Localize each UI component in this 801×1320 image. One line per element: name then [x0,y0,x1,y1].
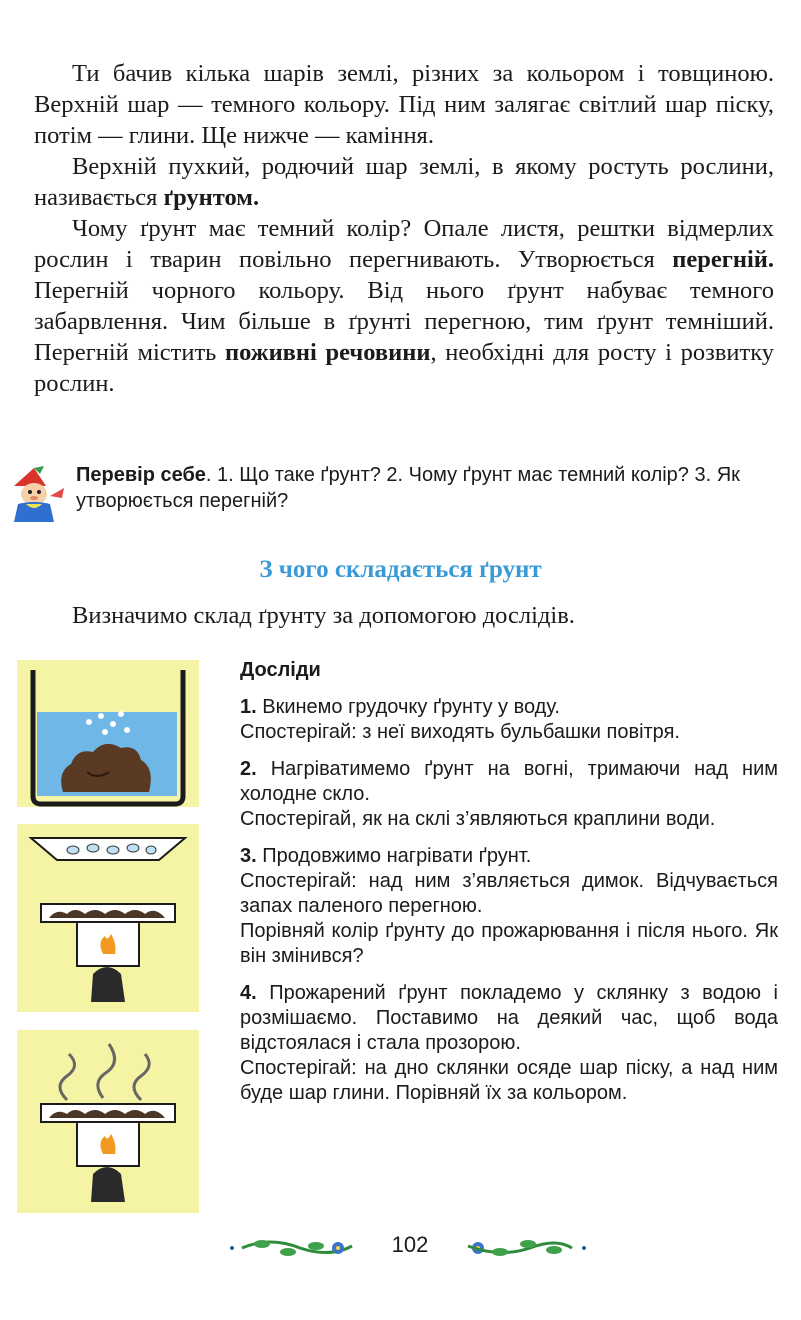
experiment-3-illustration [17,1030,199,1213]
experiment-observation: Спостерігай: на дно склянки осяде шар піску, а над ним буде шар глини. Порівняй їх за кольором. [240,1057,778,1104]
term-soil: ґрунтом. [163,184,260,211]
experiment-text: Продовжимо нагрівати ґрунт. [256,845,532,867]
experiment-observation: Спостерігай: над ним з’являється димок. Відчувається запах паленого перегною. [240,870,778,917]
check-yourself-label: Перевір себе [76,464,206,486]
experiment-number: 1. [240,696,257,718]
text: , необхідні для росту і розвитку рослин. [34,339,775,397]
check-yourself [76,462,776,514]
experiment-2 [240,757,778,832]
experiments-title: Досліди [240,659,321,681]
experiment-number: 2. [240,758,257,780]
soil-in-water-icon [17,660,199,807]
experiment-text: Прожарений ґрунт покладемо у склянку з водою і розмішаємо. Поставимо на деякий час, щоб вода відстоялася і стала прозорою. [240,982,778,1054]
left-flower-ornament-icon [230,1240,352,1256]
smoking-soil-icon [17,1030,199,1213]
intro-paragraph-1: Ти бачив кілька шарів землі, різних за кольором і товщиною. Верхній шар — темного кольору. Під ним залягає світлий шар піску, потім — глини. Ще нижче — каміння. [34,60,774,149]
page-number: 102 [391,1232,429,1257]
gnome-icon [4,464,74,524]
experiment-observation: Спостерігай: з неї виходять бульбашки повітря. [240,721,680,743]
experiment-1-illustration [17,660,199,807]
experiment-text: Нагріватимемо ґрунт на вогні, тримаючи над ним холодне скло. [240,758,778,805]
intro-text [34,58,774,399]
text: Верхній пухкий, родючий шар землі, в якому ростуть рослини, називається [34,153,774,211]
heating-soil-glass-icon [17,824,199,1012]
intro-paragraph-3 [34,213,774,399]
experiment-number: 3. [240,845,257,867]
experiment-question: Порівняй колір ґрунту до прожарювання і після нього. Як він змінився? [240,920,778,967]
text: Чому ґрунт має темний колір? Опале листя, рештки відмерлих рослин і тварин повільно перегнивають. Утворюється [34,215,774,273]
experiment-number: 4. [240,982,257,1004]
term-nutrients: поживні речовини [225,339,431,366]
experiment-3 [240,844,778,969]
term-humus: перегній. [672,246,774,273]
lead-sentence: Визначимо склад ґрунту за допомогою дослідів. [72,602,575,629]
experiments-section [240,658,778,1118]
section-title: З чого складається ґрунт [259,556,542,583]
right-flower-ornament-icon [468,1240,586,1256]
experiment-4 [240,981,778,1106]
intro-paragraph-2 [34,151,774,213]
text: Перегній чорного кольору. Від нього ґрунт набуває темного забарвлення. Чим більше в ґрунті перегною, тим ґрунт темніший. Перегній містить [34,277,774,366]
experiment-observation: Спостерігай, як на склі з’являються краплини води. [240,808,716,830]
experiment-2-illustration [17,824,199,1012]
experiment-1 [240,695,778,745]
experiment-text: Вкинемо грудочку ґрунту у воду. [256,696,560,718]
check-yourself-questions: . 1. Що таке ґрунт? 2. Чому ґрунт має темний колір? 3. Як утворюється перегній? [76,464,740,512]
